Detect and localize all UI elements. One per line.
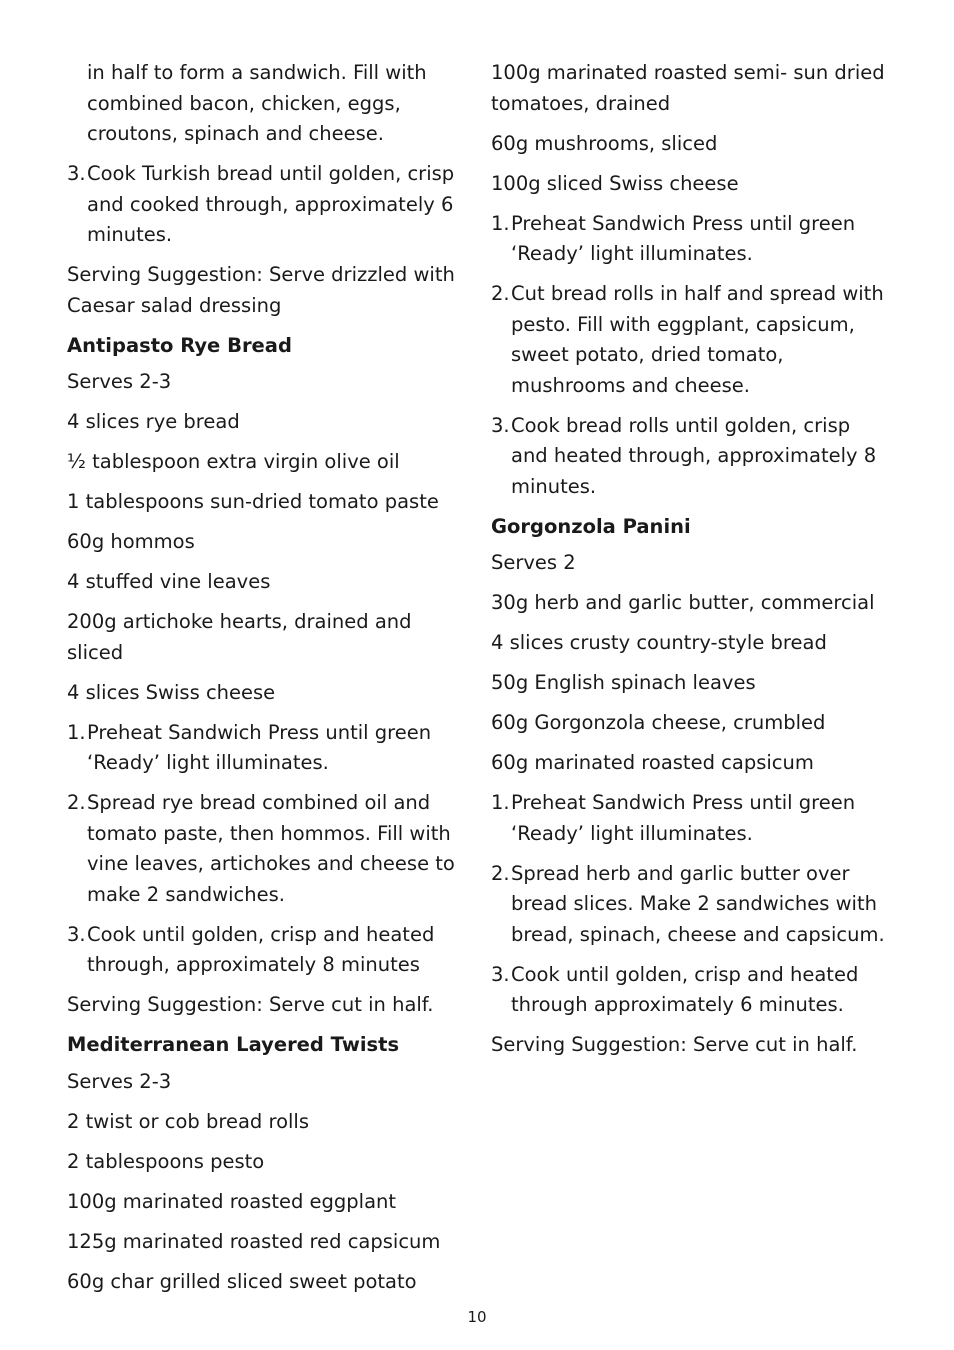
step-number: 1. (491, 791, 510, 814)
step-number: 2. (491, 861, 510, 885)
recipe-step (67, 159, 467, 251)
serves-count: Serves 2 (491, 551, 576, 574)
recipe-step (491, 788, 891, 849)
continuation-text: in half to form a sandwich. Fill with combined bacon, chicken, eggs, croutons, spinach and cheese. (87, 61, 427, 145)
recipe-title: Gorgonzola Panini (491, 514, 691, 538)
step-number: 3. (67, 162, 86, 185)
ingredient: 60g char grilled sliced sweet potato (67, 1269, 417, 1293)
ingredient: 4 slices crusty country-style bread (491, 631, 827, 654)
step-number: 1. (67, 720, 86, 744)
ingredient: 200g artichoke hearts, drained and sliced (67, 610, 412, 664)
step-number: 1. (491, 211, 510, 235)
ingredient: 60g Gorgonzola cheese, crumbled (491, 711, 826, 734)
step-number: 3. (67, 922, 86, 946)
ingredient: 4 slices rye bread (67, 410, 240, 433)
step-number: 3. (491, 962, 510, 986)
recipe-step (67, 920, 467, 981)
ingredient: 100g marinated roasted eggplant (67, 1189, 397, 1213)
step-text: Spread herb and garlic butter over bread slices. Make 2 sandwiches with bread, spinach, cheese and capsicum. (511, 861, 885, 946)
right-column (491, 58, 891, 1070)
step-text: Preheat Sandwich Press until green ‘Ready’ light illuminates. (511, 791, 856, 845)
ingredient: 30g herb and garlic butter, commercial (491, 591, 875, 614)
recipe-step (67, 718, 467, 779)
recipe-step (491, 279, 891, 401)
serves-count: Serves 2-3 (67, 1069, 172, 1093)
recipe-step (491, 411, 891, 503)
ingredient: 4 stuffed vine leaves (67, 570, 271, 593)
ingredient: 60g hommos (67, 530, 195, 553)
step-number: 3. (491, 413, 510, 437)
serving-suggestion: Serving Suggestion: Serve drizzled with Caesar salad dressing (67, 263, 455, 317)
step-text: Preheat Sandwich Press until green ‘Ready’ light illuminates. (511, 211, 856, 265)
step-text: Spread rye bread combined oil and tomato paste, then hommos. Fill with vine leaves, artichokes and cheese to make 2 sandwiches. (87, 791, 455, 906)
ingredient: 100g marinated roasted semi- sun dried tomatoes, drained (491, 61, 885, 115)
recipe-title: Antipasto Rye Bread (67, 333, 292, 357)
step-text: Preheat Sandwich Press until green ‘Ready’ light illuminates. (87, 720, 432, 774)
page-number: 10 (467, 1308, 487, 1326)
recipe-title: Mediterranean Layered Twists (67, 1033, 400, 1056)
left-column (67, 58, 467, 1307)
step-text: Cut bread rolls in half and spread with pesto. Fill with eggplant, capsicum, sweet potato, dried tomato, mushrooms and cheese. (511, 282, 884, 397)
ingredient: 1 tablespoons sun-dried tomato paste (67, 490, 439, 513)
recipe-step (67, 788, 467, 910)
step-text: Cook bread rolls until golden, crisp and heated through, approximately 8 minutes. (511, 413, 877, 498)
ingredient: 2 twist or cob bread rolls (67, 1109, 309, 1133)
ingredient: 60g marinated roasted capsicum (491, 751, 814, 774)
serves-count: Serves 2-3 (67, 370, 172, 393)
step-number: 2. (67, 791, 86, 814)
ingredient: 50g English spinach leaves (491, 671, 756, 694)
serving-suggestion: Serving Suggestion: Serve cut in half. (491, 1033, 858, 1056)
ingredient: 4 slices Swiss cheese (67, 680, 276, 704)
step-number: 2. (491, 282, 510, 305)
ingredient: ½ tablespoon extra virgin olive oil (67, 450, 400, 473)
ingredient: 2 tablespoons pesto (67, 1149, 265, 1173)
ingredient: 100g sliced Swiss cheese (491, 171, 739, 195)
recipe-step (491, 960, 891, 1021)
step-text: Cook until golden, crisp and heated through approximately 6 minutes. (511, 962, 859, 1016)
recipe-step (491, 209, 891, 270)
ingredient: 125g marinated roasted red capsicum (67, 1229, 441, 1253)
step-text: Cook until golden, crisp and heated through, approximately 8 minutes (87, 922, 435, 976)
step-text: Cook Turkish bread until golden, crisp and cooked through, approximately 6 minutes. (87, 162, 455, 246)
serving-suggestion: Serving Suggestion: Serve cut in half. (67, 993, 434, 1016)
recipe-step (491, 859, 891, 951)
ingredient: 60g mushrooms, sliced (491, 131, 718, 155)
